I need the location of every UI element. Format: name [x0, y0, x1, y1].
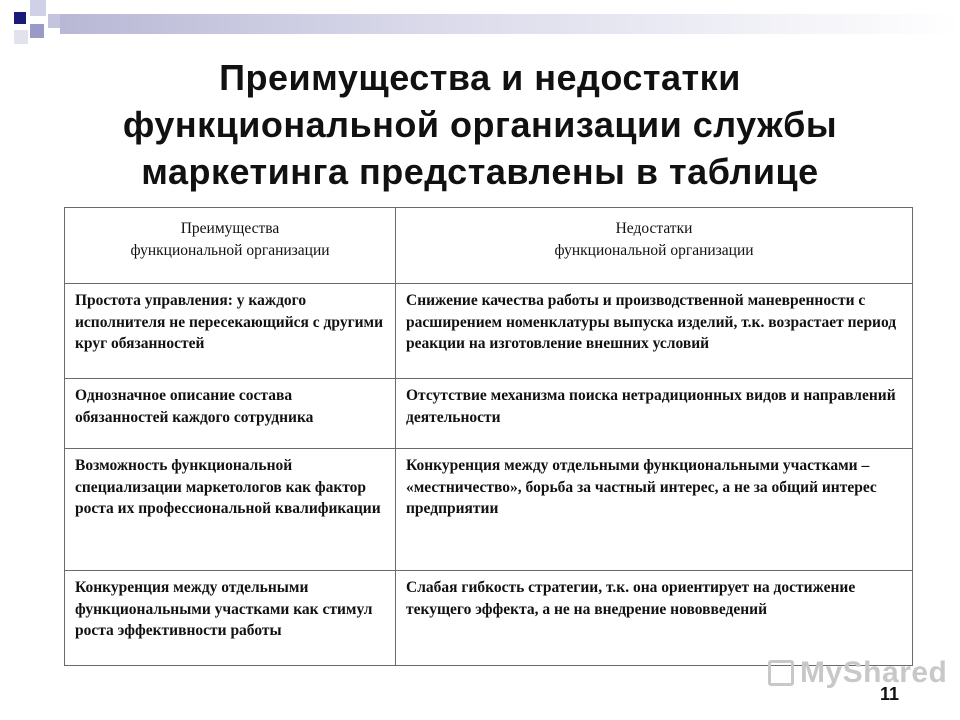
deco-square-mid	[30, 24, 44, 38]
table-row	[65, 284, 913, 379]
header-disadvantages	[396, 208, 913, 284]
watermark-text: MyShared	[800, 656, 948, 689]
comparison-table	[64, 207, 913, 666]
deco-square-dark	[14, 12, 26, 24]
header-line: Недостатки	[615, 220, 693, 237]
advantage-cell: Конкуренция между отдельными функциональными участками как стимул роста эффективности работы	[65, 571, 396, 666]
advantage-cell: Возможность функциональной специализации маркетологов как фактор роста их профессиональной квалификации	[65, 449, 396, 571]
table-header-row	[65, 208, 913, 284]
title-line: Преимущества и недостатки	[219, 57, 741, 98]
title-line: функциональной организации службы	[122, 104, 838, 145]
deco-square-light	[30, 0, 46, 16]
table-row	[65, 449, 913, 571]
advantage-cell: Однозначное описание состава обязанностей каждого сотрудника	[65, 379, 396, 449]
header-line: функциональной организации	[554, 241, 754, 259]
disadvantage-cell: Конкуренция между отдельными функциональными участками – «местничество», борьба за частный интерес, а не за общий интерес предприятии	[396, 449, 913, 571]
title-line: маркетинга представлены в таблице	[141, 151, 819, 192]
table-row	[65, 571, 913, 666]
table-row	[65, 379, 913, 449]
header-gradient-bar	[60, 14, 960, 34]
header-advantages	[65, 208, 396, 284]
disadvantage-cell: Снижение качества работы и производственной маневренности с расширением номенклатуры выпуска изделий, т.к. возрастает период реакции на изготовление внешних условий	[396, 284, 913, 379]
disadvantage-cell: Слабая гибкость стратегии, т.к. она ориентирует на достижение текущего эффекта, а не на внедрение нововведений	[396, 571, 913, 666]
slide-title	[40, 54, 920, 195]
advantage-cell: Простота управления: у каждого исполнителя не пересекающийся с другими круг обязанностей	[65, 284, 396, 379]
disadvantage-cell: Отсутствие механизма поиска нетрадиционных видов и направлений деятельности	[396, 379, 913, 449]
page-number: 11	[880, 684, 900, 704]
deco-square-light	[14, 30, 28, 44]
header-line: Преимущества	[180, 220, 280, 237]
header-line: функциональной организации	[130, 241, 330, 259]
